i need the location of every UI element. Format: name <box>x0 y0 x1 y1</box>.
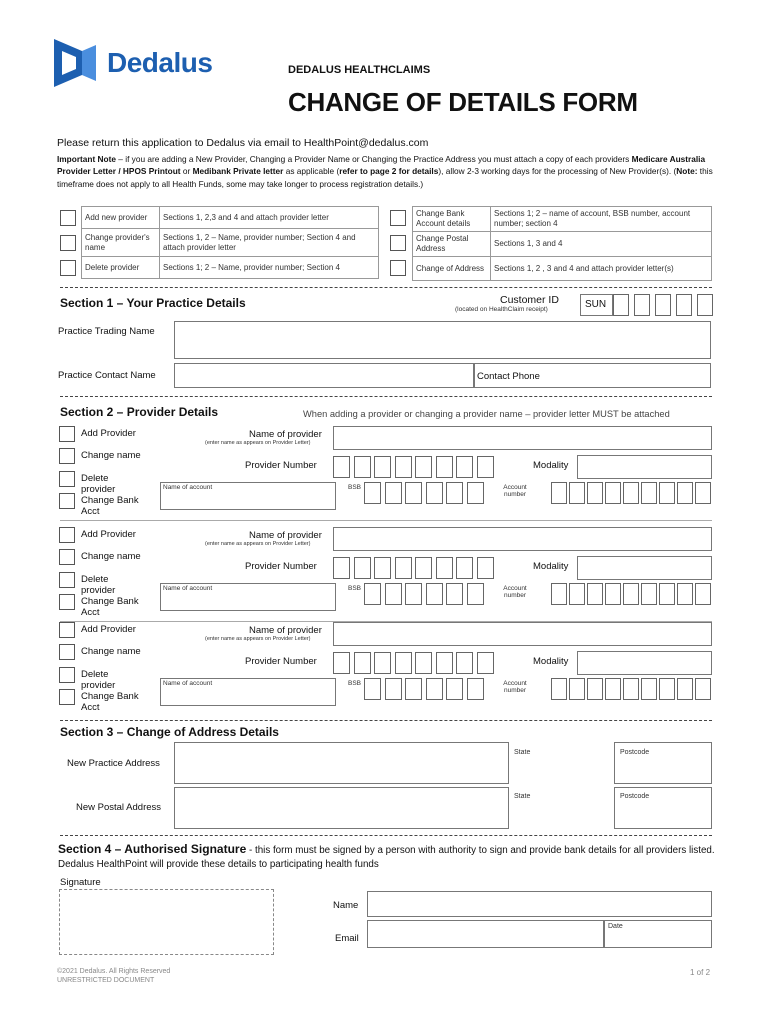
provider-number-cell[interactable] <box>436 652 453 674</box>
checkbox-change-bank-acct[interactable] <box>59 689 75 705</box>
name-hint: (enter name as appears on Provider Letter) <box>205 541 311 547</box>
checkbox-change-name[interactable] <box>59 549 75 565</box>
provider-number-cell[interactable] <box>333 557 350 579</box>
provider-number-cell[interactable] <box>477 652 494 674</box>
practice-contact-name-label: Practice Contact Name <box>58 370 156 381</box>
email-label: Email <box>335 933 359 944</box>
checkbox-add-provider[interactable] <box>59 622 75 638</box>
name-hint: (enter name as appears on Provider Letter) <box>205 440 311 446</box>
modality-field[interactable] <box>577 455 712 479</box>
signature-field[interactable] <box>59 889 274 955</box>
provider-number-cell[interactable] <box>436 456 453 478</box>
checkbox-change-bank-acct[interactable] <box>59 594 75 610</box>
provider-number-label: Provider Number <box>245 656 317 667</box>
account-number-cell[interactable] <box>551 583 567 605</box>
name-of-provider-field[interactable] <box>333 622 712 646</box>
account-number-cell[interactable] <box>569 583 585 605</box>
provider-number-cell[interactable] <box>395 652 412 674</box>
account-number-cell[interactable] <box>605 583 621 605</box>
divider <box>60 396 712 397</box>
bsb-cell[interactable] <box>446 678 463 700</box>
practice-state-label: State <box>514 749 531 756</box>
signature-label: Signature <box>60 877 101 888</box>
section3-title: Section 3 – Change of Address Details <box>60 725 279 739</box>
bsb-cell[interactable] <box>364 678 381 700</box>
account-number-cell[interactable] <box>605 678 621 700</box>
checkbox-delete-provider[interactable] <box>59 471 75 487</box>
checkbox-add-new-provider[interactable] <box>60 210 76 226</box>
page-number: 1 of 2 <box>690 968 711 977</box>
name-of-provider-field[interactable] <box>333 426 712 450</box>
change-bank-acct-label: Change Bank Acct <box>81 495 139 517</box>
customer-id-label: Customer ID <box>500 294 559 306</box>
bsb-cell[interactable] <box>467 482 484 504</box>
provider-number-cell[interactable] <box>395 456 412 478</box>
account-number-cell[interactable] <box>677 583 693 605</box>
options-table-left: Add new provider Sections 1, 2,3 and 4 and attach provider letter Change provider's name Sections 1, 2 – Name, provider number; Section 4 and attach provider letter Delete provider Sections 1; 2 – Name, provider number; Section 4 <box>81 206 379 279</box>
provider-number-cell[interactable] <box>333 456 350 478</box>
postal-state-label: State <box>514 793 531 800</box>
account-number-cell[interactable] <box>605 482 621 504</box>
account-number-cell[interactable] <box>551 482 567 504</box>
provider-number-cell[interactable] <box>415 652 432 674</box>
page-title: CHANGE OF DETAILS FORM <box>288 87 638 117</box>
account-number-cell[interactable] <box>641 678 657 700</box>
name-of-provider-field[interactable] <box>333 527 712 551</box>
practice-trading-name-label: Practice Trading Name <box>58 326 155 337</box>
checkbox-change-bank-acct[interactable] <box>59 493 75 509</box>
provider-number-cell[interactable] <box>374 557 391 579</box>
account-number-cell[interactable] <box>677 482 693 504</box>
provider-number-cell[interactable] <box>436 557 453 579</box>
contact-phone-label: Contact Phone <box>477 371 540 382</box>
provider-number-cell[interactable] <box>456 456 473 478</box>
provider-number-cell[interactable] <box>395 557 412 579</box>
delete-provider-label: Delete provider <box>81 574 116 596</box>
provider-number-cell[interactable] <box>354 557 371 579</box>
account-number-cell[interactable] <box>587 583 603 605</box>
checkbox-delete-provider[interactable] <box>59 572 75 588</box>
provider-number-cell[interactable] <box>374 456 391 478</box>
divider <box>60 287 712 288</box>
account-number-cell[interactable] <box>695 482 711 504</box>
provider-number-cell[interactable] <box>333 652 350 674</box>
section2-title: Section 2 – Provider Details <box>60 405 219 419</box>
provider-separator <box>60 520 712 521</box>
name-field[interactable] <box>367 891 712 917</box>
bsb-cell[interactable] <box>364 583 381 605</box>
bsb-label: BSB <box>348 484 362 491</box>
provider-number-cell[interactable] <box>477 456 494 478</box>
change-name-label: Change name <box>81 450 141 461</box>
add-provider-label: Add Provider <box>81 529 136 540</box>
account-number-cell[interactable] <box>569 678 585 700</box>
name-of-account-label: Name of account <box>163 585 213 592</box>
account-number-cell[interactable] <box>551 678 567 700</box>
provider-number-cell[interactable] <box>374 652 391 674</box>
account-number-cell[interactable] <box>659 583 675 605</box>
checkbox-change-of-address[interactable] <box>390 260 406 276</box>
practice-trading-name-field[interactable] <box>174 321 711 359</box>
account-number-cell[interactable] <box>695 678 711 700</box>
account-number-cell[interactable] <box>569 482 585 504</box>
date-label: Date <box>608 923 623 930</box>
account-number-cell[interactable] <box>677 678 693 700</box>
provider-number-cell[interactable] <box>354 652 371 674</box>
modality-label: Modality <box>533 561 569 572</box>
divider <box>60 720 712 721</box>
bsb-cell[interactable] <box>405 482 422 504</box>
bsb-cell[interactable] <box>446 583 463 605</box>
checkbox-change-name[interactable] <box>59 448 75 464</box>
name-of-provider-label: Name of provider <box>249 530 322 541</box>
return-instructions: Please return this application to Dedalus via email to HealthPoint@dedalus.com <box>57 137 429 149</box>
provider-number-cell[interactable] <box>477 557 494 579</box>
bsb-cell[interactable] <box>385 583 402 605</box>
modality-label: Modality <box>533 460 569 471</box>
bsb-cell[interactable] <box>385 678 402 700</box>
checkbox-change-postal-address[interactable] <box>390 235 406 251</box>
name-of-provider-label: Name of provider <box>249 625 322 636</box>
bsb-cell[interactable] <box>426 583 443 605</box>
new-postal-address-label: New Postal Address <box>76 802 162 813</box>
bsb-cell[interactable] <box>426 678 443 700</box>
account-number-cell[interactable] <box>623 583 639 605</box>
form-subtitle: DEDALUS HEALTHCLAIMS <box>288 64 431 76</box>
name-label: Name <box>333 900 359 911</box>
customer-id-cell[interactable] <box>697 294 713 316</box>
provider-letter-note: When adding a provider or changing a provider name – provider letter MUST be attached <box>303 409 670 419</box>
customer-id-cell[interactable] <box>676 294 692 316</box>
copyright: ©2021 Dedalus. All Rights Reserved <box>57 968 171 975</box>
bsb-cell[interactable] <box>426 482 443 504</box>
checkbox-delete-provider[interactable] <box>59 667 75 683</box>
account-number-label: Account number <box>503 484 527 498</box>
account-number-label: Account number <box>503 680 527 694</box>
account-number-cell[interactable] <box>587 482 603 504</box>
account-number-cell[interactable] <box>623 482 639 504</box>
change-bank-acct-label: Change Bank Acct <box>81 596 139 618</box>
customer-id-cell[interactable] <box>634 294 650 316</box>
provider-number-label: Provider Number <box>245 460 317 471</box>
modality-label: Modality <box>533 656 569 667</box>
checkbox-add-provider[interactable] <box>59 426 75 442</box>
checkbox-change-provider-name[interactable] <box>60 235 76 251</box>
provider-number-label: Provider Number <box>245 561 317 572</box>
practice-contact-name-field[interactable] <box>174 363 474 388</box>
account-number-cell[interactable] <box>659 482 675 504</box>
account-number-cell[interactable] <box>587 678 603 700</box>
practice-postcode-label: Postcode <box>620 749 650 756</box>
bsb-cell[interactable] <box>364 482 381 504</box>
name-of-provider-label: Name of provider <box>249 429 322 440</box>
modality-field[interactable] <box>577 556 712 580</box>
modality-field[interactable] <box>577 651 712 675</box>
account-number-cell[interactable] <box>641 583 657 605</box>
email-field[interactable] <box>367 920 604 948</box>
provider-number-cell[interactable] <box>415 456 432 478</box>
bsb-cell[interactable] <box>467 678 484 700</box>
customer-id-cell[interactable] <box>655 294 671 316</box>
checkbox-change-name[interactable] <box>59 644 75 660</box>
name-of-account-label: Name of account <box>163 484 213 491</box>
bsb-cell[interactable] <box>467 583 484 605</box>
checkbox-add-provider[interactable] <box>59 527 75 543</box>
options-table-right: Change Bank Account details Sections 1; 2 – name of account, BSB number, account number; section 4 Change Postal Address Sections 1, 3 and 4 Change of Address Sections 1, 2 , 3 and 4 and attach provider letter(s) <box>412 206 712 281</box>
logo <box>52 37 232 89</box>
new-practice-address-label: New Practice Address <box>67 758 160 769</box>
provider-number-cell[interactable] <box>415 557 432 579</box>
bsb-cell[interactable] <box>385 482 402 504</box>
document-classification: UNRESTRICTED DOCUMENT <box>57 977 155 984</box>
bsb-cell[interactable] <box>405 678 422 700</box>
section4-text: Section 4 – Authorised Signature - this form must be signed by a person with authority to sign and provide bank details for all providers listed. Dedalus HealthPoint will provide these details to participating health funds <box>58 842 715 870</box>
name-of-account-label: Name of account <box>163 680 213 687</box>
provider-number-cell[interactable] <box>456 557 473 579</box>
section1-title: Section 1 – Your Practice Details <box>60 296 246 310</box>
change-name-label: Change name <box>81 646 141 657</box>
checkbox-change-bank-account[interactable] <box>390 210 406 226</box>
change-name-label: Change name <box>81 551 141 562</box>
account-number-cell[interactable] <box>623 678 639 700</box>
bsb-label: BSB <box>348 680 362 687</box>
account-number-cell[interactable] <box>641 482 657 504</box>
provider-number-cell[interactable] <box>354 456 371 478</box>
delete-provider-label: Delete provider <box>81 473 116 495</box>
add-provider-label: Add Provider <box>81 428 136 439</box>
name-hint: (enter name as appears on Provider Letter) <box>205 636 311 642</box>
dedalus-logo-icon <box>52 37 98 89</box>
checkbox-delete-provider[interactable] <box>60 260 76 276</box>
change-bank-acct-label: Change Bank Acct <box>81 691 139 713</box>
provider-number-cell[interactable] <box>456 652 473 674</box>
account-number-cell[interactable] <box>695 583 711 605</box>
delete-provider-label: Delete provider <box>81 669 116 691</box>
bsb-cell[interactable] <box>405 583 422 605</box>
important-note: Important Note – if you are adding a New Provider, Changing a Provider Name or Changing the Practice Address you must attach a copy of each providers Medicare Australia Provider Letter / HPOS Printout or Medibank Private letter as applicable (refer to page 2 for details), allow 2-3 working days for the processing of New Provider(s). (Note: this timeframe does not apply to all Health Funds, some may take longer to process registration details.) <box>57 154 713 189</box>
postal-postcode-label: Postcode <box>620 793 650 800</box>
bsb-cell[interactable] <box>446 482 463 504</box>
bsb-label: BSB <box>348 585 362 592</box>
sun-prefix: SUN <box>580 294 613 316</box>
customer-id-note: (located on HealthClaim receipt) <box>455 306 548 313</box>
account-number-cell[interactable] <box>659 678 675 700</box>
brand-name: Dedalus <box>107 47 213 78</box>
customer-id-cell[interactable] <box>613 294 629 316</box>
divider <box>60 835 712 836</box>
add-provider-label: Add Provider <box>81 624 136 635</box>
account-number-label: Account number <box>503 585 527 599</box>
